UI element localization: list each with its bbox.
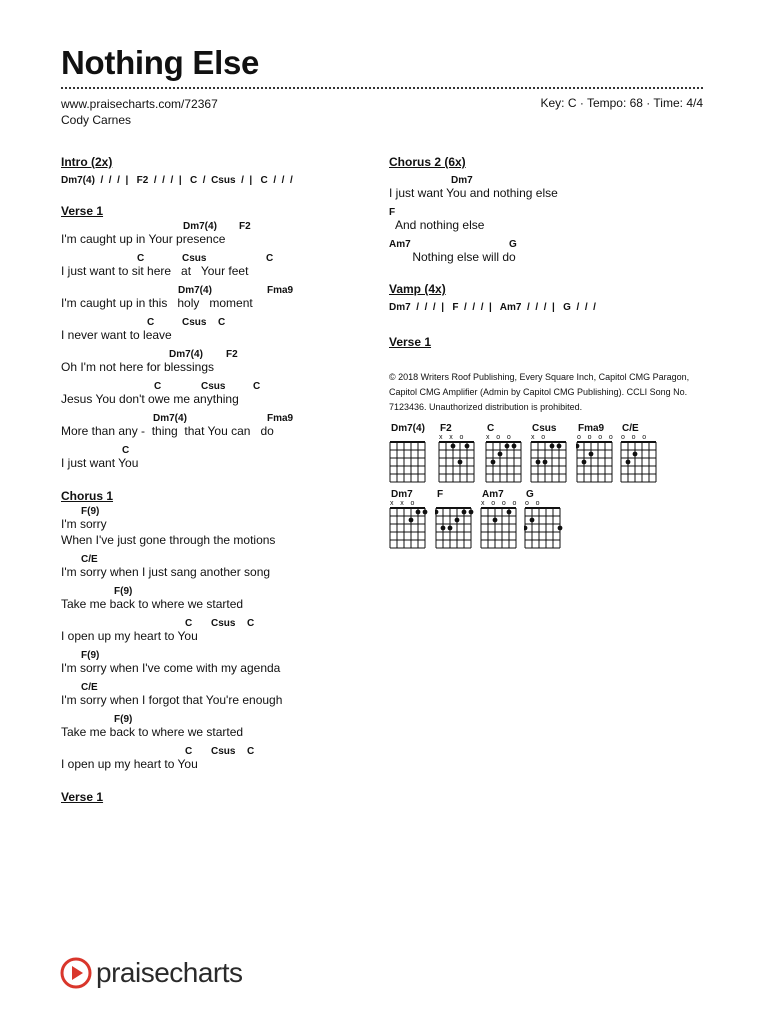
- chord-diagram-name: Fma9: [578, 423, 605, 434]
- lyric-line: I'm sorry when I've come with my agenda: [61, 661, 281, 675]
- chord-line: [61, 349, 381, 360]
- chord: Csus: [211, 746, 236, 757]
- chord-line: [61, 682, 381, 693]
- chord: Csus: [182, 317, 207, 328]
- finger-dot: [543, 460, 548, 465]
- chord: C/E: [81, 554, 98, 565]
- chord-line: [61, 381, 381, 392]
- lyric-line: Oh I'm not here for blessings: [61, 360, 215, 374]
- fretboard: [389, 507, 429, 551]
- lyric-line: I just want to sit here at Your feet: [61, 264, 249, 278]
- section-intro: Intro (2x): [61, 155, 113, 169]
- chord: F(9): [81, 650, 100, 661]
- finger-dot: [493, 518, 498, 523]
- fretboard: [620, 441, 660, 485]
- chord-diagram-name: G: [526, 489, 534, 500]
- string-marks: x x o: [390, 500, 417, 507]
- chord-line: [61, 714, 381, 725]
- chord-line: [389, 175, 709, 186]
- finger-dot: [550, 444, 555, 449]
- chord: F(9): [114, 586, 133, 597]
- chord: F2: [226, 349, 238, 360]
- fretboard: [485, 441, 525, 485]
- lyric-line: I'm sorry: [61, 517, 107, 531]
- chord: C: [154, 381, 162, 392]
- string-marks: x x o: [439, 434, 466, 441]
- lyric-line: I never want to leave: [61, 328, 172, 342]
- chord: C: [247, 746, 255, 757]
- string-marks: o o o o: [577, 434, 616, 441]
- section-vamp: Vamp (4x): [389, 282, 446, 296]
- fretboard: [524, 507, 564, 551]
- finger-dot: [530, 518, 535, 523]
- chord-line: [61, 317, 381, 328]
- finger-dot: [507, 510, 512, 515]
- finger-dot: [498, 452, 503, 457]
- chord-line: [61, 413, 381, 424]
- section-verse-1-right: Verse 1: [389, 335, 432, 349]
- lyric-line: I'm caught up in this holy moment: [61, 296, 253, 310]
- string-marks: x o: [531, 434, 548, 441]
- lyric-line: I open up my heart to You: [61, 757, 198, 771]
- song-url[interactable]: www.praisecharts.com/72367: [61, 97, 218, 111]
- lyric-line: I just want You and nothing else: [389, 186, 558, 200]
- lyric-line: I'm caught up in Your presence: [61, 232, 226, 246]
- chord-line: [61, 221, 381, 232]
- chord: Csus: [211, 618, 236, 629]
- chord-line: [389, 239, 709, 250]
- finger-dot: [491, 460, 496, 465]
- chord-line: [61, 506, 381, 517]
- brand-name: praisecharts: [96, 957, 243, 988]
- finger-dot: [512, 444, 517, 449]
- chord: Dm7(4): [169, 349, 203, 360]
- fretboard: [480, 507, 520, 551]
- chord: F: [389, 207, 396, 218]
- section-verse-1-repeat: Verse 1: [61, 790, 104, 804]
- lyric-line: I just want You: [61, 456, 139, 470]
- section-verse-1: Verse 1: [61, 204, 104, 218]
- chord: Fma9: [267, 413, 294, 424]
- chorus-2-lines: [389, 175, 709, 271]
- chord: C: [266, 253, 274, 264]
- verse-1-lines: [61, 221, 381, 477]
- lyric-line: Nothing else will do: [389, 250, 516, 264]
- title-divider: [61, 87, 703, 89]
- chord: G: [509, 239, 517, 250]
- finger-dot: [589, 452, 594, 457]
- lyric-line: I'm sorry when I forgot that You're enough: [61, 693, 283, 707]
- chord: F(9): [81, 506, 100, 517]
- chord-diagram-name: C: [487, 423, 495, 434]
- fretboard: [530, 441, 570, 485]
- finger-dot: [458, 460, 463, 465]
- song-key-tempo-time: Key: C · Tempo: 68 · Time: 4/4: [540, 96, 703, 110]
- chord: C: [147, 317, 155, 328]
- finger-dot: [451, 444, 456, 449]
- chord: Csus: [182, 253, 207, 264]
- lyric-line: Take me back to where we started: [61, 597, 244, 611]
- chord: Fma9: [267, 285, 294, 296]
- chord: Dm7(4): [183, 221, 217, 232]
- chord: F2: [239, 221, 251, 232]
- section-chorus-2: Chorus 2 (6x): [389, 155, 466, 169]
- play-logo-icon: [60, 957, 92, 989]
- vamp-bars: Dm7 / / / | F / / / | Am7 / / / | G / / /: [389, 302, 596, 313]
- chord-diagram-name: C/E: [622, 423, 639, 434]
- finger-dot: [462, 510, 467, 515]
- finger-dot: [505, 444, 510, 449]
- lyric-line: I'm sorry when I just sang another song: [61, 565, 271, 579]
- lyric-line: I open up my heart to You: [61, 629, 198, 643]
- right-column: [389, 155, 709, 349]
- string-marks: o o: [525, 500, 542, 507]
- chord: Csus: [201, 381, 226, 392]
- chord: C: [218, 317, 226, 328]
- chord: C: [185, 618, 193, 629]
- song-meta: [61, 96, 218, 128]
- chorus-1-lines: [61, 506, 381, 778]
- left-column: [61, 155, 381, 804]
- finger-dot: [558, 526, 563, 531]
- chord-diagram-name: Am7: [482, 489, 504, 500]
- intro-bars: Dm7(4) / / / | F2 / / / | C / Csus / | C / / /: [61, 175, 293, 186]
- lyric-line: And nothing else: [389, 218, 485, 232]
- chord: C: [137, 253, 145, 264]
- chord-diagram-name: Dm7: [391, 489, 413, 500]
- string-marks: x o o o: [481, 500, 519, 507]
- finger-dot: [633, 452, 638, 457]
- chord-diagram-name: F2: [440, 423, 452, 434]
- finger-dot: [435, 510, 438, 515]
- chord-line: [61, 554, 381, 565]
- chord: C: [253, 381, 261, 392]
- finger-dot: [455, 518, 460, 523]
- finger-dot: [469, 510, 474, 515]
- string-marks: o o o: [621, 434, 649, 441]
- finger-dot: [576, 444, 579, 449]
- chord: Am7: [389, 239, 411, 250]
- chord-line: [61, 445, 381, 456]
- chord-line: [61, 650, 381, 661]
- praisecharts-logo[interactable]: [60, 957, 243, 989]
- chord: Dm7(4): [153, 413, 187, 424]
- finger-dot: [409, 518, 414, 523]
- chord-diagram-name: Csus: [532, 423, 557, 434]
- chord-diagram-name: Dm7(4): [391, 423, 425, 434]
- chord: C/E: [81, 682, 98, 693]
- chord-diagram-name: F: [437, 489, 444, 500]
- chord-line: [61, 618, 381, 629]
- chord-line: [61, 253, 381, 264]
- fretboard: [438, 441, 478, 485]
- finger-dot: [626, 460, 631, 465]
- chord-line: [389, 207, 709, 218]
- chord: C: [185, 746, 193, 757]
- fretboard: [435, 507, 475, 551]
- finger-dot: [448, 526, 453, 531]
- copyright-notice: © 2018 Writers Roof Publishing, Every Square Inch, Capitol CMG Paragon, Capitol CMG Amplifier (Admin by Capitol CMG Publishing). CCLI Song No. 7123436. Unauthorized distribution is prohibited.: [389, 372, 690, 412]
- fretboard: [576, 441, 616, 485]
- song-artist: Cody Carnes: [61, 113, 132, 127]
- chord: C: [247, 618, 255, 629]
- finger-dot: [536, 460, 541, 465]
- lyric-line: Jesus You don't owe me anything: [61, 392, 239, 406]
- chord: C: [122, 445, 130, 456]
- chord: Dm7(4): [178, 285, 212, 296]
- finger-dot: [582, 460, 587, 465]
- finger-dot: [441, 526, 446, 531]
- finger-dot: [423, 510, 428, 515]
- finger-dot: [524, 526, 527, 531]
- lyric-line: More than any - thing that You can do: [61, 424, 274, 438]
- song-title: Nothing Else: [61, 44, 260, 81]
- chord-line: [61, 285, 381, 296]
- chord-line: [61, 586, 381, 597]
- chord: Dm7: [451, 175, 473, 186]
- fretboard: [389, 441, 429, 485]
- section-chorus-1: Chorus 1: [61, 489, 114, 503]
- finger-dot: [416, 510, 421, 515]
- chord-line: [61, 746, 381, 757]
- lyric-line: Take me back to where we started: [61, 725, 244, 739]
- chord: F(9): [114, 714, 133, 725]
- finger-dot: [465, 444, 470, 449]
- lyric-line: When I've just gone through the motions: [61, 533, 276, 547]
- finger-dot: [557, 444, 562, 449]
- string-marks: x o o: [486, 434, 514, 441]
